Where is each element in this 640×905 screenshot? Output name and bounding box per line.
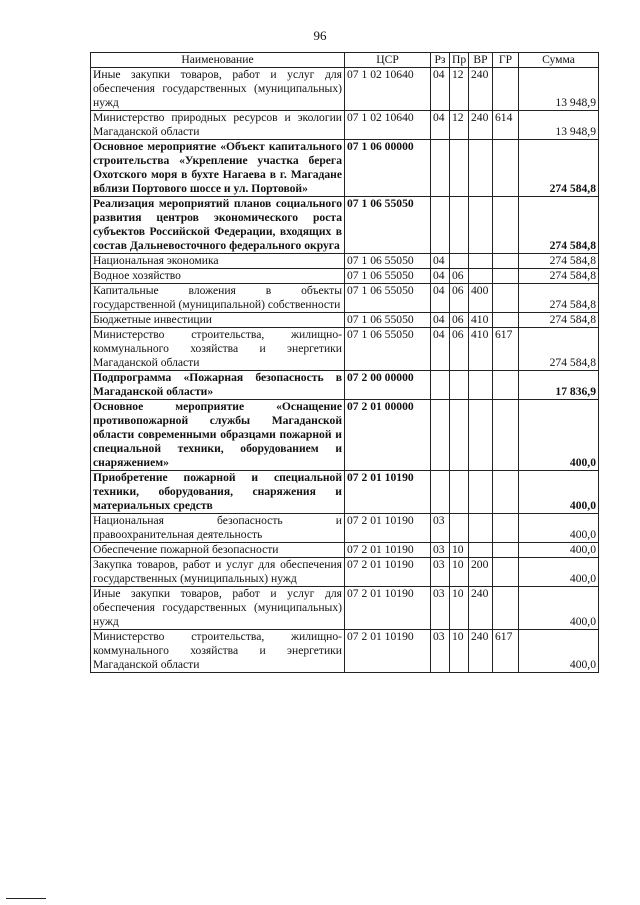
cell-csr: 07 1 06 55050 [345,269,431,284]
cell-csr: 07 1 06 55050 [345,313,431,328]
table-row [91,284,599,313]
cell-pr [450,197,469,254]
cell-gr: 614 [493,111,519,140]
cell-rz [431,400,450,471]
cell-rz: 03 [431,543,450,558]
cell-csr: 07 2 01 10190 [345,543,431,558]
header-gr: ГР [493,53,519,68]
cell-vr [469,471,493,514]
cell-vr: 200 [469,558,493,587]
cell-name: Закупка товаров, работ и услуг для обеспечения государственных (муниципальных) нужд [91,558,345,587]
table-row [91,558,599,587]
cell-rz: 03 [431,630,450,673]
cell-gr [493,284,519,313]
cell-csr: 07 2 01 10190 [345,587,431,630]
cell-csr: 07 2 01 10190 [345,471,431,514]
header-vr: ВР [469,53,493,68]
cell-name: Приобретение пожарной и специальной техники, оборудования, снаряжения и материальных средств [91,471,345,514]
cell-gr [493,587,519,630]
cell-csr: 07 2 01 00000 [345,400,431,471]
cell-sum: 400,0 [519,543,599,558]
cell-vr [469,197,493,254]
cell-csr: 07 1 06 55050 [345,254,431,269]
cell-gr [493,400,519,471]
cell-rz: 03 [431,558,450,587]
cell-name: Национальная безопасность и правоохранительная деятельность [91,514,345,543]
cell-vr [469,140,493,197]
cell-vr: 410 [469,328,493,371]
table-row [91,254,599,269]
table-row [91,140,599,197]
table-row [91,587,599,630]
cell-gr: 617 [493,630,519,673]
cell-name: Бюджетные инвестиции [91,313,345,328]
cell-csr: 07 2 01 10190 [345,514,431,543]
cell-rz: 04 [431,111,450,140]
cell-sum: 400,0 [519,558,599,587]
cell-sum: 13 948,9 [519,111,599,140]
cell-csr: 07 2 01 10190 [345,630,431,673]
cell-rz [431,371,450,400]
cell-name: Обеспечение пожарной безопасности [91,543,345,558]
cell-sum: 274 584,8 [519,328,599,371]
cell-name: Национальная экономика [91,254,345,269]
table-row [91,328,599,371]
cell-vr: 410 [469,313,493,328]
cell-vr [469,254,493,269]
table-row [91,543,599,558]
cell-gr [493,471,519,514]
cell-vr: 240 [469,587,493,630]
cell-pr [450,514,469,543]
cell-vr [469,543,493,558]
cell-name: Реализация мероприятий планов социального развития центров экономического роста субъектов Российской Федерации, входящих в состав Дальневосточного федерального округа [91,197,345,254]
cell-name: Министерство строительства, жилищно-коммунального хозяйства и энергетики Магаданской области [91,328,345,371]
cell-sum: 274 584,8 [519,284,599,313]
cell-csr: 07 1 06 00000 [345,140,431,197]
cell-gr [493,543,519,558]
table-row [91,400,599,471]
cell-gr [493,68,519,111]
cell-vr: 240 [469,630,493,673]
cell-gr [493,558,519,587]
cell-gr [493,269,519,284]
cell-name: Иные закупки товаров, работ и услуг для обеспечения государственных (муниципальных) нужд [91,68,345,111]
header-sum: Сумма [519,53,599,68]
cell-name: Подпрограмма «Пожарная безопасность в Магаданской области» [91,371,345,400]
cell-rz: 04 [431,269,450,284]
cell-csr: 07 1 02 10640 [345,111,431,140]
cell-pr: 10 [450,558,469,587]
budget-table [90,52,599,673]
cell-gr [493,197,519,254]
cell-pr [450,254,469,269]
table-row [91,197,599,254]
cell-sum: 274 584,8 [519,313,599,328]
cell-rz: 04 [431,313,450,328]
cell-csr: 07 1 06 55050 [345,197,431,254]
cell-gr [493,371,519,400]
table-row [91,313,599,328]
cell-name: Министерство природных ресурсов и экологии Магаданской области [91,111,345,140]
cell-pr [450,371,469,400]
cell-pr: 12 [450,111,469,140]
cell-csr: 07 1 06 55050 [345,284,431,313]
cell-sum: 400,0 [519,400,599,471]
cell-csr: 07 1 02 10640 [345,68,431,111]
cell-vr: 400 [469,284,493,313]
cell-vr [469,400,493,471]
cell-gr [493,254,519,269]
cell-sum: 274 584,8 [519,140,599,197]
cell-gr [493,514,519,543]
table-row [91,371,599,400]
cell-vr [469,269,493,284]
cell-rz: 04 [431,328,450,371]
cell-sum: 274 584,8 [519,269,599,284]
cell-pr: 06 [450,313,469,328]
cell-name: Министерство строительства, жилищно-коммунального хозяйства и энергетики Магаданской области [91,630,345,673]
cell-pr: 06 [450,284,469,313]
cell-gr: 617 [493,328,519,371]
page-number: 96 [313,28,327,43]
header-pr: Пр [450,53,469,68]
cell-rz [431,471,450,514]
cell-rz: 03 [431,514,450,543]
cell-gr [493,313,519,328]
table-row [91,111,599,140]
cell-csr: 07 2 00 00000 [345,371,431,400]
cell-pr: 10 [450,587,469,630]
cell-sum: 274 584,8 [519,254,599,269]
cell-pr: 10 [450,630,469,673]
footer-rule [6,898,46,899]
header-row [91,53,599,68]
header-name: Наименование [91,53,345,68]
cell-rz: 04 [431,254,450,269]
cell-name: Капитальные вложения в объекты государственной (муниципальной) собственности [91,284,345,313]
cell-gr [493,140,519,197]
table-row [91,630,599,673]
cell-sum: 400,0 [519,471,599,514]
cell-sum: 13 948,9 [519,68,599,111]
cell-rz [431,140,450,197]
cell-rz: 04 [431,284,450,313]
cell-sum: 17 836,9 [519,371,599,400]
cell-name: Водное хозяйство [91,269,345,284]
cell-vr: 240 [469,68,493,111]
header-csr: ЦСР [345,53,431,68]
table-row [91,514,599,543]
table-row [91,68,599,111]
cell-sum: 274 584,8 [519,197,599,254]
cell-vr [469,371,493,400]
cell-csr: 07 2 01 10190 [345,558,431,587]
cell-vr: 240 [469,111,493,140]
table-row [91,269,599,284]
header-rz: Рз [431,53,450,68]
cell-pr: 10 [450,543,469,558]
cell-sum: 400,0 [519,587,599,630]
cell-name: Основное мероприятие «Объект капитального строительства «Укрепление участка берега Охотского моря в бухте Нагаева в г. Магадане вблизи Портового шоссе и ул. Портовой» [91,140,345,197]
cell-sum: 400,0 [519,630,599,673]
cell-name: Иные закупки товаров, работ и услуг для обеспечения государственных (муниципальных) нужд [91,587,345,630]
cell-rz: 03 [431,587,450,630]
cell-pr [450,471,469,514]
cell-pr: 06 [450,328,469,371]
cell-name: Основное мероприятие «Оснащение противопожарной службы Магаданской области современными образцами пожарной и специальной техники, оборудованием и снаряжением» [91,400,345,471]
cell-pr: 06 [450,269,469,284]
cell-sum: 400,0 [519,514,599,543]
table-row [91,471,599,514]
cell-pr: 12 [450,68,469,111]
cell-rz: 04 [431,68,450,111]
cell-rz [431,197,450,254]
cell-pr [450,400,469,471]
cell-vr [469,514,493,543]
cell-pr [450,140,469,197]
cell-csr: 07 1 06 55050 [345,328,431,371]
